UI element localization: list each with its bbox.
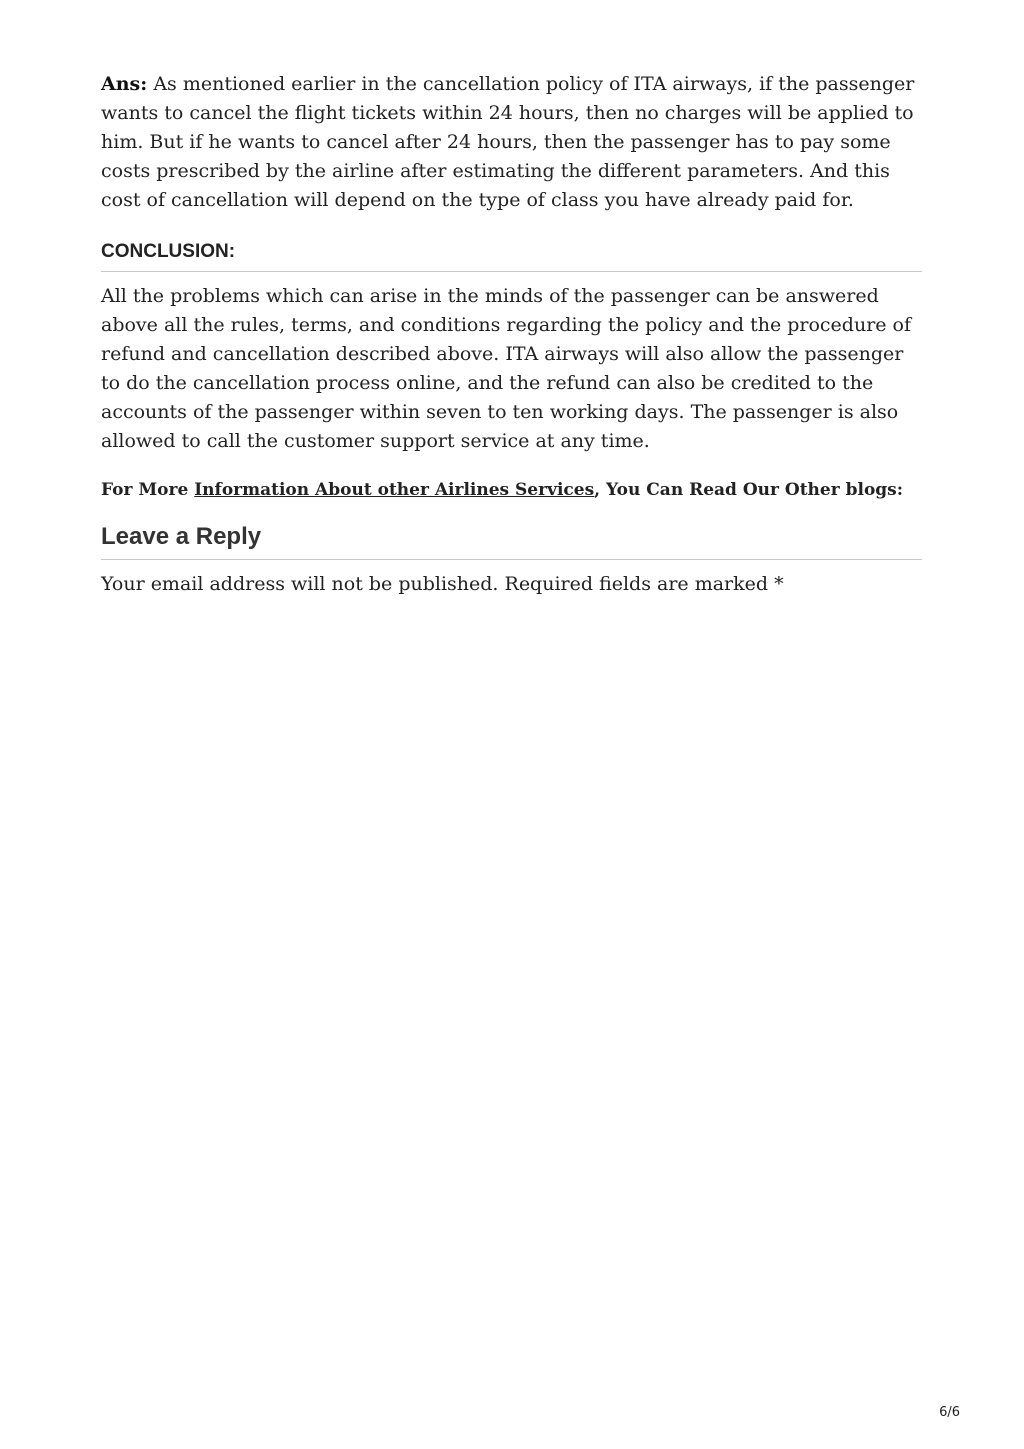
article-content xyxy=(101,70,922,599)
more-info-suffix: , You Can Read Our Other blogs: xyxy=(594,480,904,500)
answer-paragraph xyxy=(101,70,922,215)
answer-text: As mentioned earlier in the cancellation policy of ITA airways, if the passenger wants to cancel the flight tickets within 24 hours, then no charges will be applied to him. But if he wants to cancel after 24 hours, then the passenger has to pay some costs prescribed by the airline after estimating the different parameters. And this cost of cancellation will depend on the type of class you have already paid for. xyxy=(101,73,915,211)
page-number: 6/6 xyxy=(939,1405,960,1420)
more-info-line xyxy=(101,478,922,502)
email-notice: Your email address will not be published. Required fields are marked * xyxy=(101,573,784,595)
answer-label: Ans: xyxy=(101,73,148,95)
more-info-prefix: For More xyxy=(101,480,195,500)
conclusion-heading: CONCLUSION: xyxy=(101,240,922,272)
leave-reply-heading: Leave a Reply xyxy=(101,523,922,560)
conclusion-paragraph: All the problems which can arise in the minds of the passenger can be answered above all the rules, terms, and conditions regarding the policy and the procedure of refund and cancellation described above. ITA airways will also allow the passenger to do the cancellation process online, and the refund can also be credited to the accounts of the passenger within seven to ten working days. The passenger is also allowed to call the customer support service at any time. xyxy=(101,285,912,452)
airlines-services-link[interactable]: Information About other Airlines Services xyxy=(194,480,595,500)
